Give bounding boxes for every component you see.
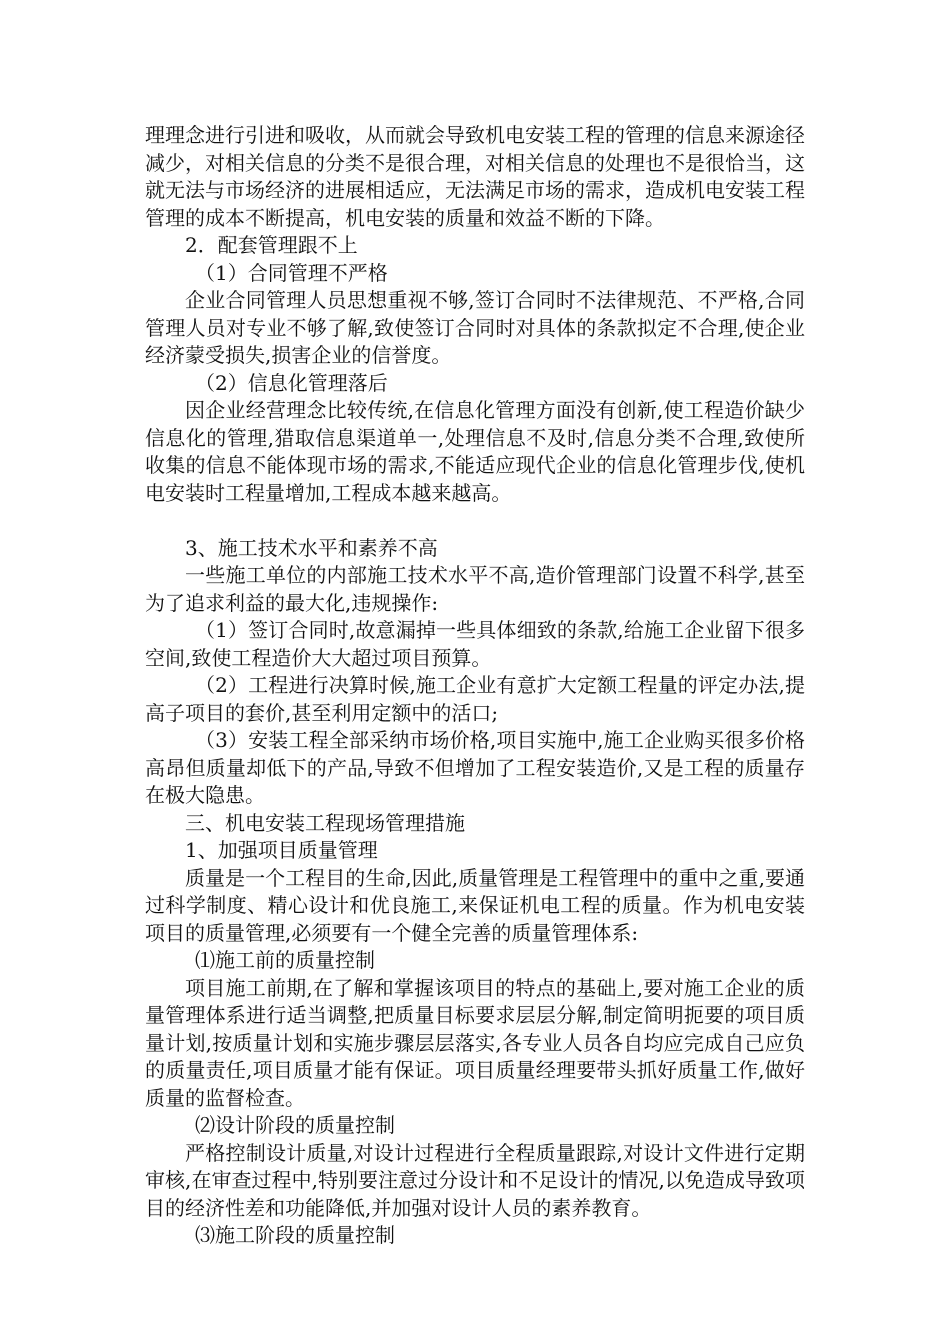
- list-item-1: （1）签订合同时,故意漏掉一些具体细致的条款,给施工企业留下很多空间,致使工程造价大大超过项目预算。: [145, 618, 805, 670]
- subheading-information-management: （2）信息化管理落后: [195, 370, 388, 395]
- paragraph-information-management: 因企业经营理念比较传统,在信息化管理方面没有创新,使工程造价缺少信息化的管理,猎取信息渠道单一,处理信息不及时,信息分类不合理,致使所收集的信息不能体现市场的需求,不能适应现代企业的信息化管理步伐,使机电安装时工程量增加,工程成本越来越高。: [145, 398, 805, 505]
- paragraph-continuation: 理理念进行引进和吸收，从而就会导致机电安装工程的管理的信息来源途径减少，对相关信息的分类不是很合理，对相关信息的处理也不是很恰当，这就无法与市场经济的进展相适应，无法满足市场的需求，造成机电安装工程管理的成本不断提高，机电安装的质量和效益不断的下降。: [145, 123, 805, 230]
- document-page: [145, 122, 805, 1250]
- subheading-contract-management: （1）合同管理不严格: [195, 260, 388, 285]
- section-heading-quality: 1、加强项目质量管理: [185, 838, 378, 862]
- list-item-3: （3）安装工程全部采纳市场价格,项目实施中,施工企业购买很多价格高昂但质量却低下的产品,导致不但增加了工程安装造价,又是工程的质量存在极大隐患。: [145, 728, 805, 807]
- paragraph-design-stage: 严格控制设计质量,对设计过程进行全程质量跟踪,对设计文件进行定期审核,在审查过程中,特别要注意过分设计和不足设计的情况,以免造成导致项目的经济性差和功能降低,并加强对设计人员的素养教育。: [145, 1140, 805, 1220]
- paragraph-contract-management: 企业合同管理人员思想重视不够,签订合同时不法律规范、不严格,合同管理人员对专业不够了解,致使签订合同时对具体的条款拟定不合理,使企业经济蒙受损失,损害企业的信誉度。: [145, 288, 805, 367]
- section-heading-3: 3、施工技术水平和素养不高: [185, 535, 438, 560]
- paragraph-technical-level: 一些施工单位的内部施工技术水平不高,造价管理部门设置不科学,甚至为了追求利益的最大化,违规操作:: [145, 563, 805, 615]
- paragraph-quality: 质量是一个工程目的生命,因此,质量管理是工程管理中的重中之重,要通过科学制度、精心设计和优良施工,来保证机电工程的质量。作为机电安装项目的质量管理,必须要有一个健全完善的质量管理体系:: [145, 865, 805, 945]
- list-item-2: （2）工程进行决算时候,施工企业有意扩大定额工程量的评定办法,提高子项目的套价,甚至利用定额中的活口;: [145, 673, 805, 725]
- subheading-pre-construction: ⑴施工前的质量控制: [195, 948, 375, 972]
- chapter-heading-3: 三、机电安装工程现场管理措施: [185, 810, 465, 835]
- blank-line: [145, 507, 805, 535]
- paragraph-pre-construction: 项目施工前期,在了解和掌握该项目的特点的基础上,要对施工企业的质量管理体系进行适当调整,把质量目标要求层层分解,制定简明扼要的项目质量计划,按质量计划和实施步骤层层落实,各专业人员各自均应完成自己应负的质量责任,项目质量才能有保证。项目质量经理要带头抓好质量工作,做好质量的监督检查。: [145, 975, 805, 1110]
- section-heading-2: 2．配套管理跟不上: [185, 233, 358, 257]
- subheading-design-stage: ⑵设计阶段的质量控制: [195, 1113, 395, 1137]
- subheading-construction-stage: ⑶施工阶段的质量控制: [195, 1223, 395, 1247]
